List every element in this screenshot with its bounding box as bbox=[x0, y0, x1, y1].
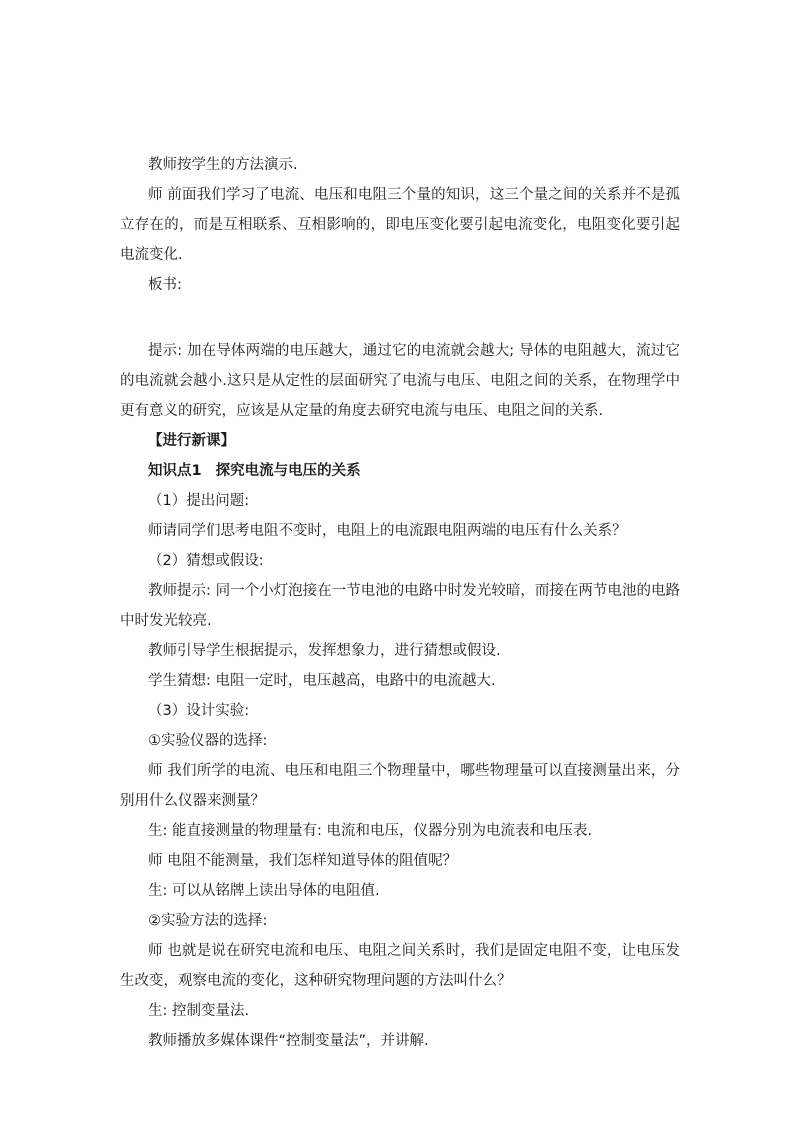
paragraph: 学生猜想: 电阻一定时，电压越高，电路中的电流越大. bbox=[148, 673, 496, 689]
paragraph: 生: 控制变量法. bbox=[148, 1003, 250, 1019]
knowledge-point-heading bbox=[120, 456, 680, 486]
step-heading: （3）设计实验: bbox=[148, 703, 250, 719]
paragraph: 师 前面我们学习了电流、电压和电阻三个量的知识，这三个量之间的关系并不是孤立存在的，而是互相联系、互相影响的，即电压变化要引起电流变化，电阻变化要引起电流变化. bbox=[120, 187, 680, 263]
paragraph: 师 也就是说在研究电流和电压、电阻之间关系时，我们是固定电阻不变，让电压发生改变，观察电流的变化，这种研究物理问题的方法叫什么？ bbox=[120, 943, 680, 989]
paragraph: 教师引导学生根据提示，发挥想象力，进行猜想或假设. bbox=[148, 643, 501, 659]
paragraph: 生: 能直接测量的物理量有: 电流和电压，仪器分别为电流表和电压表. bbox=[148, 823, 593, 839]
paragraph: 提示: 加在导体两端的电压越大，通过它的电流就会越大; 导体的电阻越大，流过它的电流就会越小.这只是从定性的层面研究了电流与电压、电阻之间的关系，在物理学中更有意义的研究，应该是从定量的角度去研究电流与电压、电阻之间的关系. bbox=[120, 343, 680, 419]
paragraph: 生: 可以从铭牌上读出导体的电阻值. bbox=[148, 883, 380, 899]
paragraph: 教师按学生的方法演示. bbox=[148, 157, 298, 173]
paragraph: 师请同学们思考电阻不变时，电阻上的电流跟电阻两端的电压有什么关系？ bbox=[148, 523, 627, 539]
sub-step-heading: ②实验方法的选择: bbox=[148, 913, 268, 929]
step-heading: （1）提出问题: bbox=[148, 493, 250, 509]
board-blank-space bbox=[120, 300, 680, 336]
document-body bbox=[120, 150, 680, 1056]
paragraph: 师 电阻不能测量，我们怎样知道导体的阻值呢？ bbox=[148, 853, 458, 869]
paragraph: 教师播放多媒体课件“控制变量法”，并讲解. bbox=[148, 1033, 429, 1049]
paragraph: 师 我们所学的电流、电压和电阻三个物理量中，哪些物理量可以直接测量出来，分别用什么仪器来测量？ bbox=[120, 763, 680, 809]
knowledge-point-label: 知识点1 bbox=[148, 463, 202, 479]
sub-step-heading: ①实验仪器的选择: bbox=[148, 733, 268, 749]
paragraph: 教师提示: 同一个小灯泡接在一节电池的电路中时发光较暗，而接在两节电池的电路中时发光较亮. bbox=[120, 583, 680, 629]
paragraph-board-heading: 板书: bbox=[148, 277, 182, 293]
knowledge-point-title: 探究电流与电压的关系 bbox=[215, 463, 361, 479]
step-heading: （2）猜想或假设: bbox=[148, 553, 264, 569]
section-heading: 【进行新课】 bbox=[148, 433, 235, 449]
